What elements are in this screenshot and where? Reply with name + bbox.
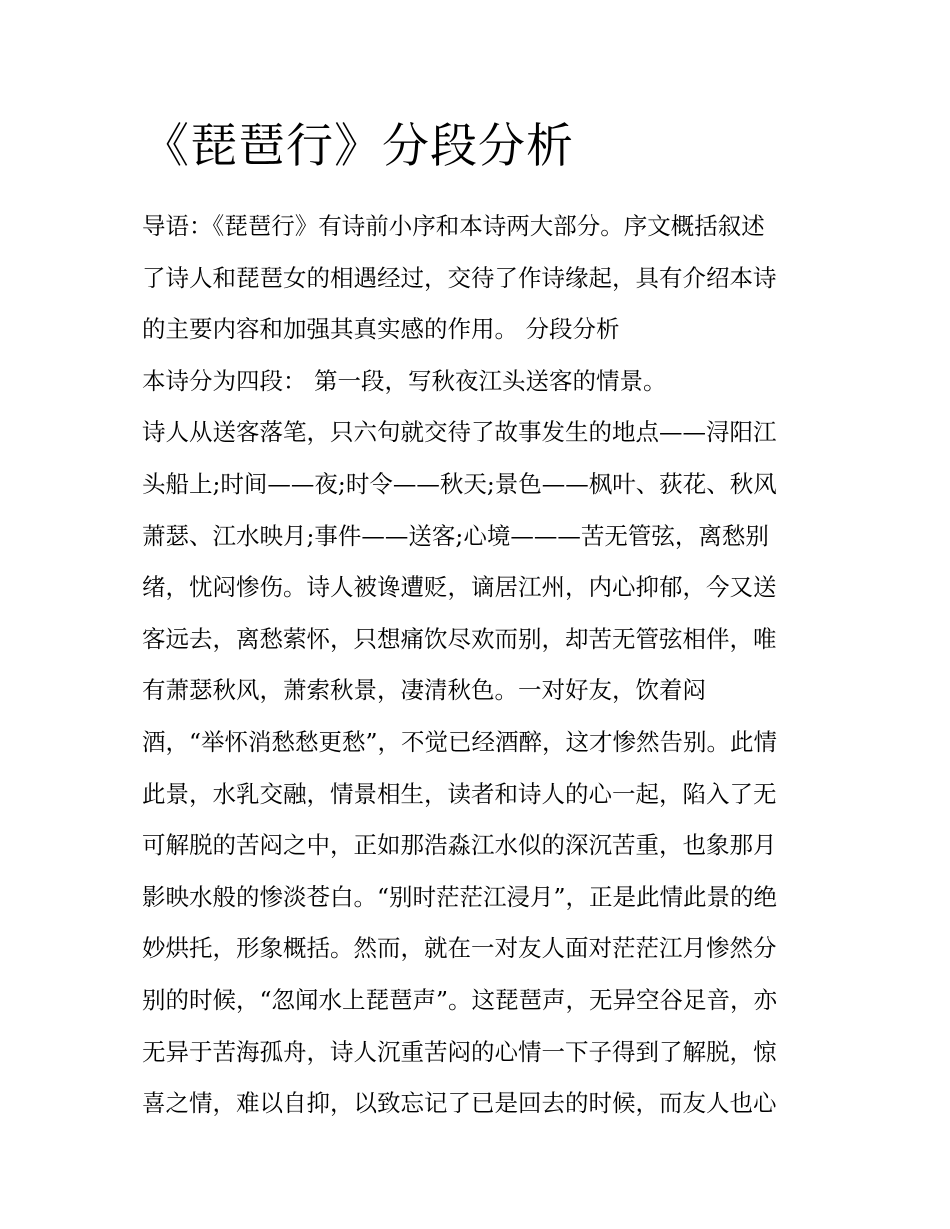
body-line: 诗人从送客落笔，只六句就交待了故事发生的地点——浔阳江 bbox=[142, 418, 777, 447]
body-line: 可解脱的苦闷之中，正如那浩淼江水似的深沉苦重，也象那月 bbox=[142, 831, 777, 860]
body-line: 导语：《琵琶行》有诗前小序和本诗两大部分。序文概括叙述 bbox=[142, 212, 765, 240]
body-line: 影映水般的惨淡苍白。“别时茫茫江浸月”，正是此情此景的绝 bbox=[142, 882, 778, 911]
body-line: 的主要内容和加强其真实感的作用。 分段分析 bbox=[142, 315, 620, 344]
body-line: 了诗人和琵琶女的相遇经过，交待了作诗缘起，具有介绍本诗 bbox=[142, 263, 777, 292]
document-title: 《琵琶行》分段分析 bbox=[142, 119, 574, 174]
body-line: 别的时候，“忽闻水上琵琶声”。这琵琶声，无异空谷足音，亦 bbox=[142, 985, 778, 1014]
document-body bbox=[142, 201, 822, 1130]
body-line: 客远去，离愁萦怀，只想痛饮尽欢而别，却苦无管弦相伴，唯 bbox=[142, 624, 777, 653]
body-line: 有萧瑟秋风，萧索秋景，凄清秋色。一对好友，饮着闷 bbox=[142, 676, 706, 705]
body-line: 喜之情，难以自抑，以致忘记了已是回去的时候，而友人也心 bbox=[142, 1089, 777, 1118]
body-line: 本诗分为四段： 第一段，写秋夜江头送客的情景。 bbox=[142, 366, 667, 395]
body-line: 头船上;时间——夜;时令——秋天;景色——枫叶、荻花、秋风 bbox=[142, 469, 777, 498]
body-line: 无异于苦海孤舟，诗人沉重苦闷的心情一下子得到了解脱，惊 bbox=[142, 1037, 777, 1066]
body-line: 萧瑟、江水映月;事件——送客;心境———苦无管弦，离愁别 bbox=[142, 521, 769, 550]
body-line: 酒，“举怀消愁愁更愁”，不觉已经酒醉，这才惨然告别。此情 bbox=[142, 727, 778, 756]
body-line: 此景，水乳交融，情景相生，读者和诗人的心一起，陷入了无 bbox=[142, 779, 777, 808]
body-line: 妙烘托，形象概括。然而，就在一对友人面对茫茫江月惨然分 bbox=[142, 934, 777, 963]
body-line: 绪，忧闷惨伤。诗人被谗遭贬，谪居江州，内心抑郁，今又送 bbox=[142, 573, 777, 602]
